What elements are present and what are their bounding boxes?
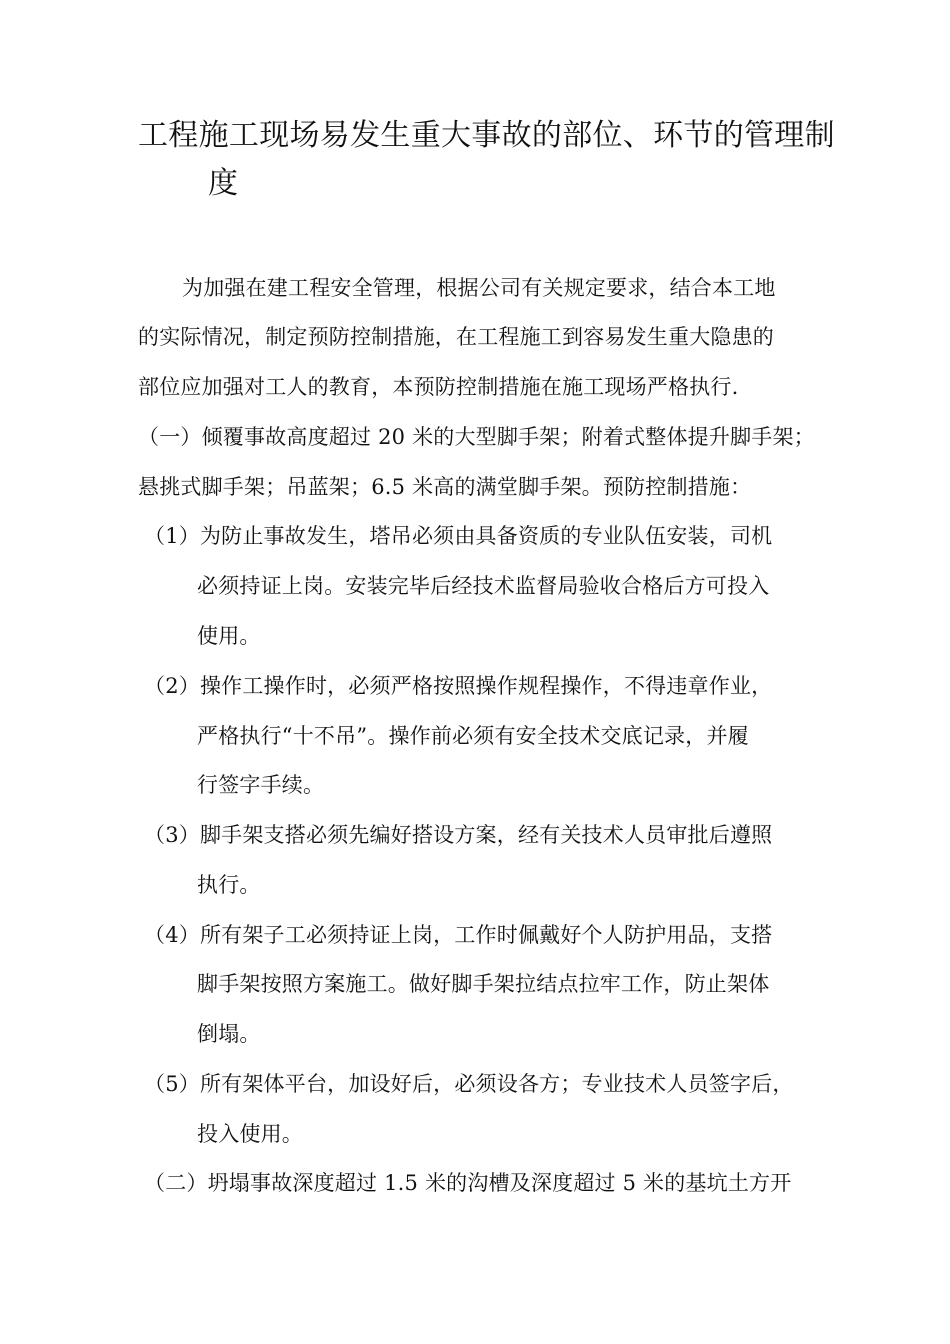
item-2-line-3: 行签字手续。 bbox=[197, 773, 325, 797]
item-4-line-2: 脚手架按照方案施工。做好脚手架拉结点拉牢工作，防止架体 bbox=[197, 972, 770, 996]
item-3-line-1: （3）脚手架支搭必须先编好搭设方案，经有关技术人员审批后遵照 bbox=[144, 823, 773, 847]
item-1-line-3: 使用。 bbox=[197, 624, 261, 648]
item-1-line-1: （1）为防止事故发生，塔吊必须由具备资质的专业队伍安装，司机 bbox=[144, 524, 773, 548]
section-1-heading-line-1: （一）倾覆事故高度超过 20 米的大型脚手架；附着式整体提升脚手架； bbox=[138, 425, 815, 449]
item-5-line-1: （5）所有架体平台，加设好后，必须设各方；专业技术人员签字后， bbox=[144, 1072, 794, 1096]
item-3-line-2: 执行。 bbox=[197, 873, 261, 897]
item-4-line-3: 倒塌。 bbox=[197, 1022, 261, 1046]
item-4-line-1: （4）所有架子工必须持证上岗，工作时佩戴好个人防护用品，支搭 bbox=[144, 923, 773, 947]
item-2-line-1: （2）操作工操作时，必须严格按照操作规程操作，不得违章作业， bbox=[144, 674, 773, 698]
intro-line-1: 为加强在建工程安全管理，根据公司有关规定要求，结合本工地 bbox=[182, 276, 776, 300]
item-5-line-2: 投入使用。 bbox=[197, 1122, 303, 1146]
intro-line-2: 的实际情况，制定预防控制措施，在工程施工到容易发生重大隐患的 bbox=[138, 325, 774, 349]
intro-line-3: 部位应加强对工人的教育，本预防控制措施在施工现场严格执行. bbox=[138, 375, 739, 399]
item-2-line-2: 严格执行“十不吊”。操作前必须有安全技术交底记录，并履 bbox=[197, 724, 749, 748]
item-1-line-2: 必须持证上岗。安装完毕后经技术监督局验收合格后方可投入 bbox=[197, 574, 770, 598]
section-2-heading-line-1: （二）坍塌事故深度超过 1.5 米的沟槽及深度超过 5 米的基坑土方开 bbox=[144, 1171, 792, 1195]
document-title-line-2: 度 bbox=[208, 166, 239, 201]
section-1-heading-line-2: 悬挑式脚手架；吊蓝架；6.5 米高的满堂脚手架。预防控制措施： bbox=[138, 475, 752, 499]
document-title-line-1: 工程施工现场易发生重大事故的部位、环节的管理制 bbox=[138, 118, 835, 153]
